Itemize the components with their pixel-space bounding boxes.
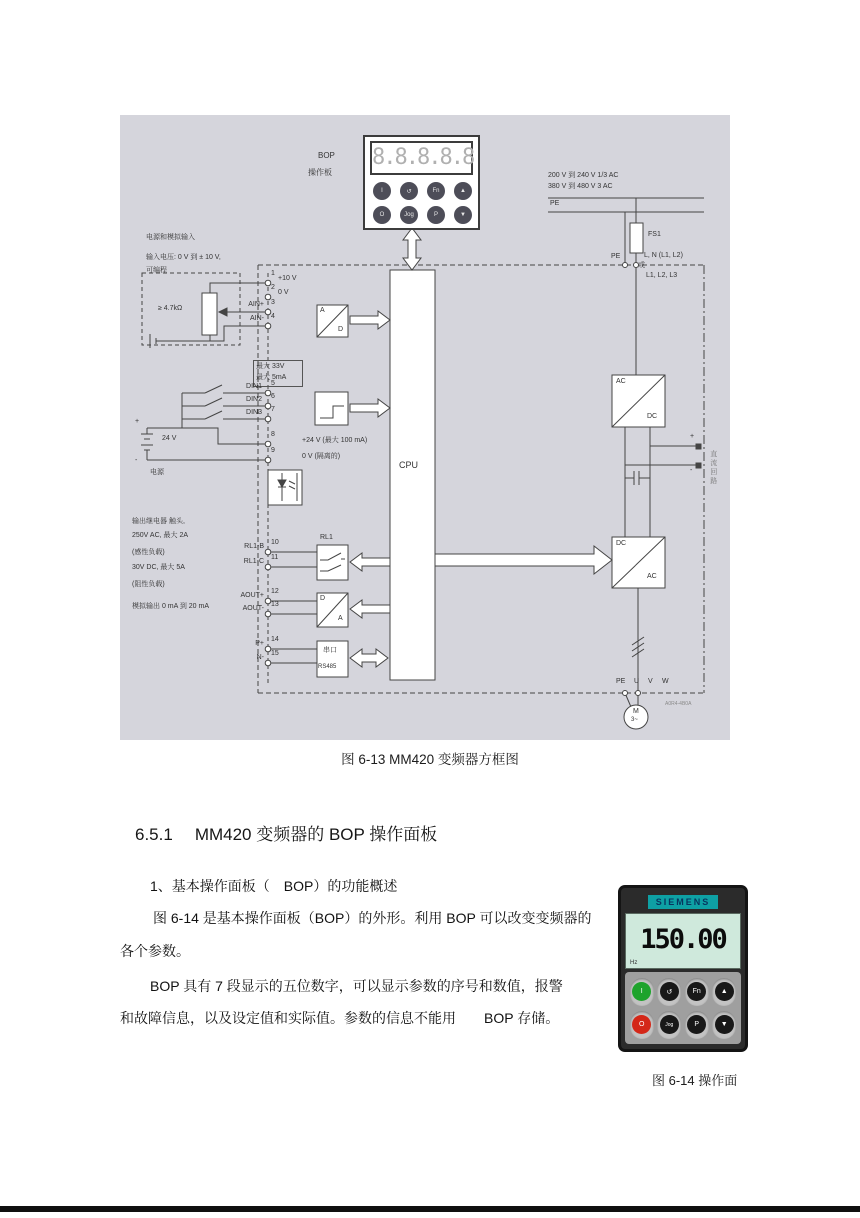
- t1-label: +10 V: [278, 275, 297, 282]
- relay-line3: (感性负载): [132, 549, 165, 556]
- key-p: P: [684, 1009, 710, 1040]
- page-bottom-border: [0, 1206, 860, 1212]
- da-d: D: [320, 595, 326, 602]
- terminal-4: 4: [271, 313, 275, 320]
- section-number: 6.5.1: [135, 825, 173, 844]
- motor-phase: 3~: [631, 717, 638, 723]
- battery-plus: +: [135, 418, 140, 425]
- terminal-9: 9: [271, 447, 275, 454]
- bop-label: BOP: [318, 151, 335, 160]
- paragraph-2-line2: 各个参数。: [120, 943, 190, 959]
- supply-label: 电源: [150, 469, 164, 476]
- hollow-arrows: [350, 228, 612, 667]
- din3-label: DIN3: [246, 409, 262, 416]
- dc-minus: -: [690, 467, 693, 474]
- fn-button: Fn: [427, 182, 445, 200]
- key-up-icon: ▲: [712, 976, 738, 1007]
- aout-plus-label: AOUT+: [240, 592, 264, 599]
- ad-a: A: [320, 307, 325, 314]
- paragraph-2-line1: 图 6-14 是基本操作面板（BOP）的外形。利用 BOP 可以改变变频器的: [153, 910, 592, 926]
- figure-14-caption: 图 6-14 操作面: [652, 1073, 738, 1088]
- mains-voltage-2: 380 V 到 480 V 3 AC: [548, 183, 613, 190]
- da-a: A: [338, 615, 343, 622]
- ad-d: D: [338, 326, 344, 333]
- rl1c-label: RL1-C: [243, 558, 264, 565]
- relay-line4: 30V DC, 最大 5A: [132, 564, 185, 571]
- n-minus-label: N-: [256, 654, 264, 661]
- key-jog: Jog: [657, 1009, 683, 1040]
- up-arrow-icon: ▲: [454, 182, 472, 200]
- dc-link-label: 直流回路: [709, 450, 717, 486]
- paragraph-3-line1: BOP 具有 7 段显示的五位数字，可以显示参数的序号和数值，报警: [150, 978, 563, 994]
- seven-segment-display: [370, 141, 473, 175]
- t2-label: 0 V: [278, 289, 289, 296]
- mains-terminals-1: L, N (L1, L2): [644, 252, 683, 259]
- terminal-6: 6: [271, 393, 275, 400]
- mains-terminals-or: 或: [638, 262, 645, 269]
- terminal-5: 5: [271, 380, 275, 387]
- section-title: MM420 变频器的 BOP 操作面板: [194, 825, 438, 844]
- aout-minus-label: AOUT-: [242, 605, 264, 612]
- display-digits: 8.8.8.8.8: [372, 145, 474, 170]
- inverter-dc: DC: [616, 540, 627, 547]
- max-voltage: 最大 33V: [256, 363, 285, 370]
- stop-button: O: [373, 206, 391, 224]
- terminal-1: 1: [271, 270, 275, 277]
- bop-photo: [618, 885, 748, 1052]
- fuse-label: FS1: [648, 231, 661, 238]
- pe-label-top: PE: [550, 200, 560, 207]
- mains-voltage-1: 200 V 到 240 V 1/3 AC: [548, 172, 619, 179]
- section-heading: [135, 820, 437, 845]
- logo-row: [625, 892, 741, 912]
- bop-label-2: 操作板: [308, 168, 332, 177]
- terminal-14: 14: [271, 636, 279, 643]
- run-button: I: [373, 182, 391, 200]
- out-u: U: [634, 678, 640, 685]
- battery-voltage: 24 V: [162, 435, 177, 442]
- terminal-3: 3: [271, 299, 275, 306]
- rl1-block-label: RL1: [320, 534, 333, 541]
- rectifier-ac: AC: [616, 378, 626, 385]
- rs485-label: RS485: [318, 664, 337, 670]
- rl1b-label: RL1-B: [244, 543, 264, 550]
- cpu-label: CPU: [399, 460, 419, 470]
- terminal-8: 8: [271, 431, 275, 438]
- terminal-15: 15: [271, 650, 279, 657]
- display-value: 150.00: [640, 924, 726, 955]
- analog-line1: 输入电压: 0 V 到 ± 10 V,: [146, 254, 221, 261]
- ain-minus-label: AIN-: [250, 315, 264, 322]
- jog-button: Jog: [400, 206, 418, 224]
- analog-title: 电源和模拟输入: [146, 234, 195, 241]
- terminal-12: 12: [271, 588, 279, 595]
- keypad: [625, 972, 741, 1044]
- battery-minus: -: [135, 457, 138, 464]
- paragraph-1: 1、基本操作面板（ BOP）的功能概述: [150, 878, 398, 894]
- relay-line2: 250V AC, 最大 2A: [132, 532, 189, 539]
- p-plus-label: P+: [255, 640, 264, 647]
- serial-block-label: 串口: [323, 647, 337, 654]
- down-arrow-icon: ▼: [454, 206, 472, 224]
- rectifier-dc: DC: [647, 413, 658, 420]
- display-unit: Hz: [630, 960, 638, 966]
- key-reverse-icon: ↺: [657, 976, 683, 1007]
- relay-line1: 输出继电器 触头,: [132, 518, 185, 525]
- figure-13-caption: 图 6-13 MM420 变频器方框图: [341, 752, 519, 767]
- terminal-13: 13: [271, 601, 279, 608]
- t9-label: 0 V (隔离的): [302, 453, 341, 460]
- out-pe: PE: [616, 678, 626, 685]
- bop-panel: [363, 135, 480, 230]
- reverse-icon: ↺: [400, 182, 418, 200]
- drawing-code: A0R4-4B0A: [665, 701, 692, 707]
- aout-label: 模拟输出 0 mA 到 20 mA: [132, 603, 210, 610]
- lcd-display: [625, 913, 741, 969]
- out-w: W: [662, 678, 669, 685]
- block-diagram: [120, 115, 730, 740]
- ain-plus-label: AIN+: [248, 301, 264, 308]
- terminal-2: 2: [271, 284, 275, 291]
- terminal-7: 7: [271, 406, 275, 413]
- p-button: P: [427, 206, 445, 224]
- key-run: I: [629, 976, 655, 1007]
- din1-label: DIN1: [246, 383, 262, 390]
- mains-terminals-2: L1, L2, L3: [646, 272, 678, 279]
- out-v: V: [648, 678, 653, 685]
- key-fn: Fn: [684, 976, 710, 1007]
- paragraph-3-line2: 和故障信息，以及设定值和实际值。参数的信息不能用 BOP 存储。: [120, 1010, 560, 1026]
- inverter-ac: AC: [647, 573, 657, 580]
- pot-value: ≥ 4.7kΩ: [158, 305, 183, 312]
- din2-label: DIN2: [246, 396, 262, 403]
- function-blocks: [268, 270, 665, 680]
- terminal-10: 10: [271, 539, 279, 546]
- key-stop: O: [629, 1009, 655, 1040]
- relay-line5: (阻性负载): [132, 581, 165, 588]
- dc-plus: +: [690, 433, 695, 440]
- key-down-icon: ▼: [712, 1009, 738, 1040]
- pe-label-entry: PE: [611, 253, 621, 260]
- analog-line2: 可编程: [146, 267, 167, 274]
- siemens-logo: SIEMENS: [648, 895, 719, 909]
- max-current: 最大 5mA: [256, 373, 287, 381]
- t8-label: +24 V (最大 100 mA): [302, 437, 368, 444]
- motor-m: M: [633, 708, 639, 715]
- terminal-11: 11: [271, 554, 279, 561]
- mains-wiring: [548, 198, 704, 375]
